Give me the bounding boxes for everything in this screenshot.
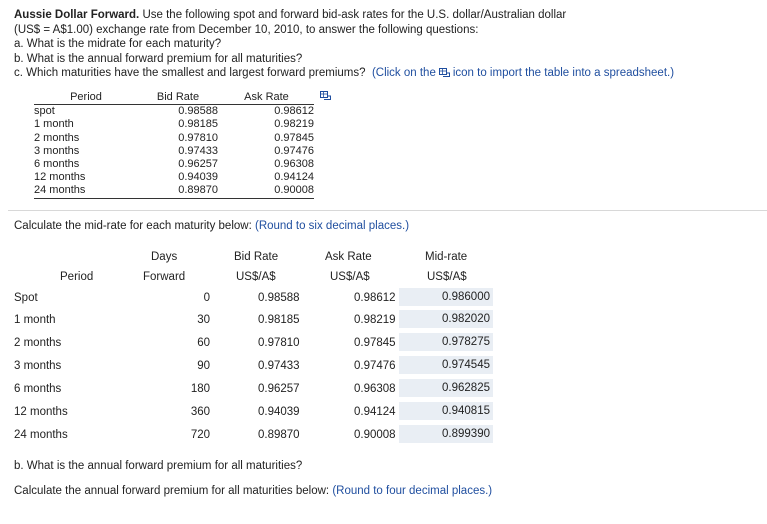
- cell-bid: 0.97810: [258, 337, 300, 349]
- question-title: Aussie Dollar Forward.: [14, 9, 140, 21]
- cell-ask: 0.96308: [354, 383, 396, 395]
- cell-period: 2 months: [14, 337, 62, 349]
- spreadsheet-import-icon[interactable]: [320, 91, 331, 100]
- table-row: [34, 105, 344, 119]
- midrate-answer[interactable]: 0.986000: [399, 288, 493, 306]
- cell-period: 24 months: [14, 429, 68, 441]
- cell-bid: 0.98185: [178, 118, 218, 131]
- source-rates-table: [34, 91, 344, 199]
- header-forward: Forward: [143, 271, 186, 283]
- table-row: [34, 132, 344, 145]
- header-days: Days: [151, 251, 178, 263]
- cell-bid: 0.89870: [138, 184, 219, 198]
- cell-bid: 0.98588: [258, 292, 300, 304]
- table-row: [34, 145, 344, 158]
- cell-ask: 0.98612: [354, 292, 396, 304]
- cell-ask: 0.97476: [354, 360, 396, 372]
- cell-ask: 0.96308: [274, 158, 314, 171]
- header-ask-rate: Ask Rate: [325, 251, 372, 263]
- header-ask-units: US$/A$: [330, 271, 370, 283]
- cell-period: Spot: [14, 292, 38, 304]
- cell-bid: 0.98588: [178, 105, 218, 118]
- cell-period: 3 months: [34, 144, 80, 157]
- cell-period: spot: [34, 105, 55, 118]
- cell-ask: 0.97845: [354, 337, 396, 349]
- cell-bid: 0.96257: [178, 158, 218, 171]
- question-a: a. What is the midrate for each maturity?: [14, 38, 222, 50]
- import-icon-cell[interactable]: [314, 91, 344, 105]
- midrate-answer[interactable]: 0.974545: [399, 356, 493, 374]
- midrate-answer[interactable]: 0.962825: [399, 379, 493, 397]
- cell-ask: 0.97845: [274, 131, 314, 144]
- cell-bid: 0.98185: [258, 314, 300, 326]
- part-b-prompt: [14, 485, 492, 497]
- header-mid-units: US$/A$: [427, 271, 467, 283]
- cell-period: 12 months: [14, 406, 68, 418]
- click-instruction-before: (Click on the: [371, 67, 436, 79]
- column-header-bid-rate: Bid Rate: [138, 91, 219, 105]
- cell-period: 6 months: [14, 383, 62, 395]
- header-bid-rate: Bid Rate: [234, 251, 279, 263]
- table-row: [34, 118, 344, 131]
- part-b-question: b. What is the annual forward premium for all maturities?: [14, 460, 303, 472]
- cell-bid: 0.96257: [258, 383, 300, 395]
- section-divider: [8, 210, 767, 211]
- click-instruction-after: icon to import the table into a spreadsheet.): [452, 67, 675, 79]
- cell-bid: 0.97810: [178, 131, 218, 144]
- midrate-prompt: [14, 220, 409, 232]
- header-mid-rate: Mid-rate: [425, 251, 468, 263]
- table-row: [34, 184, 344, 198]
- midrate-answer[interactable]: 0.982020: [399, 310, 493, 328]
- midrate-answer[interactable]: 0.899390: [399, 425, 493, 443]
- table-row: [34, 171, 344, 184]
- cell-period: 24 months: [34, 184, 138, 198]
- cell-period: 2 months: [34, 131, 80, 144]
- cell-ask: 0.94124: [354, 406, 396, 418]
- cell-ask: 0.94124: [274, 171, 314, 184]
- question-intro-2: (US$ = A$1.00) exchange rate from December 10, 2010, to answer the following questions:: [14, 23, 479, 36]
- question-c: c. Which maturities have the smallest and largest forward premiums?: [14, 67, 366, 79]
- cell-days: 30: [197, 314, 210, 326]
- question-b: b. What is the annual forward premium for all maturities?: [14, 52, 303, 65]
- cell-bid: 0.97433: [258, 360, 300, 372]
- cell-ask: 0.90008: [219, 184, 314, 198]
- cell-ask: 0.97476: [274, 144, 314, 157]
- midrate-prompt-text: Calculate the mid-rate for each maturity below:: [14, 220, 252, 232]
- cell-period: 3 months: [14, 360, 62, 372]
- column-header-period: Period: [34, 91, 138, 105]
- cell-days: 90: [197, 360, 210, 372]
- cell-days: 180: [190, 383, 210, 395]
- cell-period: 1 month: [34, 118, 74, 131]
- cell-bid: 0.94039: [258, 406, 300, 418]
- cell-days: 720: [190, 429, 210, 441]
- header-bid-units: US$/A$: [236, 271, 276, 283]
- cell-period: 12 months: [34, 171, 86, 184]
- question-intro: Use the following spot and forward bid-ask rates for the U.S. dollar/Australian dollar: [142, 9, 567, 21]
- cell-days: 360: [190, 406, 210, 418]
- cell-bid: 0.97433: [178, 144, 218, 157]
- part-b-round-note: (Round to four decimal places.): [332, 485, 493, 497]
- part-b-prompt-text: Calculate the annual forward premium for all maturities below:: [14, 485, 330, 497]
- cell-ask: 0.98219: [274, 118, 314, 131]
- header-period: Period: [60, 271, 94, 283]
- midrate-answer[interactable]: 0.978275: [399, 333, 493, 351]
- cell-bid: 0.89870: [258, 429, 300, 441]
- midrate-round-note: (Round to six decimal places.): [254, 220, 410, 232]
- cell-ask: 0.98612: [274, 105, 314, 118]
- cell-bid: 0.94039: [178, 171, 218, 184]
- spreadsheet-import-icon[interactable]: [439, 67, 450, 82]
- column-header-ask-rate: Ask Rate: [219, 91, 314, 105]
- cell-ask: 0.90008: [354, 429, 396, 441]
- cell-days: 0: [203, 292, 210, 304]
- cell-ask: 0.98219: [354, 314, 396, 326]
- cell-period: 6 months: [34, 158, 80, 171]
- question-text: [14, 8, 759, 82]
- midrate-answer[interactable]: 0.940815: [399, 402, 493, 420]
- cell-days: 60: [197, 337, 210, 349]
- table-row: [34, 158, 344, 171]
- cell-period: 1 month: [14, 314, 56, 326]
